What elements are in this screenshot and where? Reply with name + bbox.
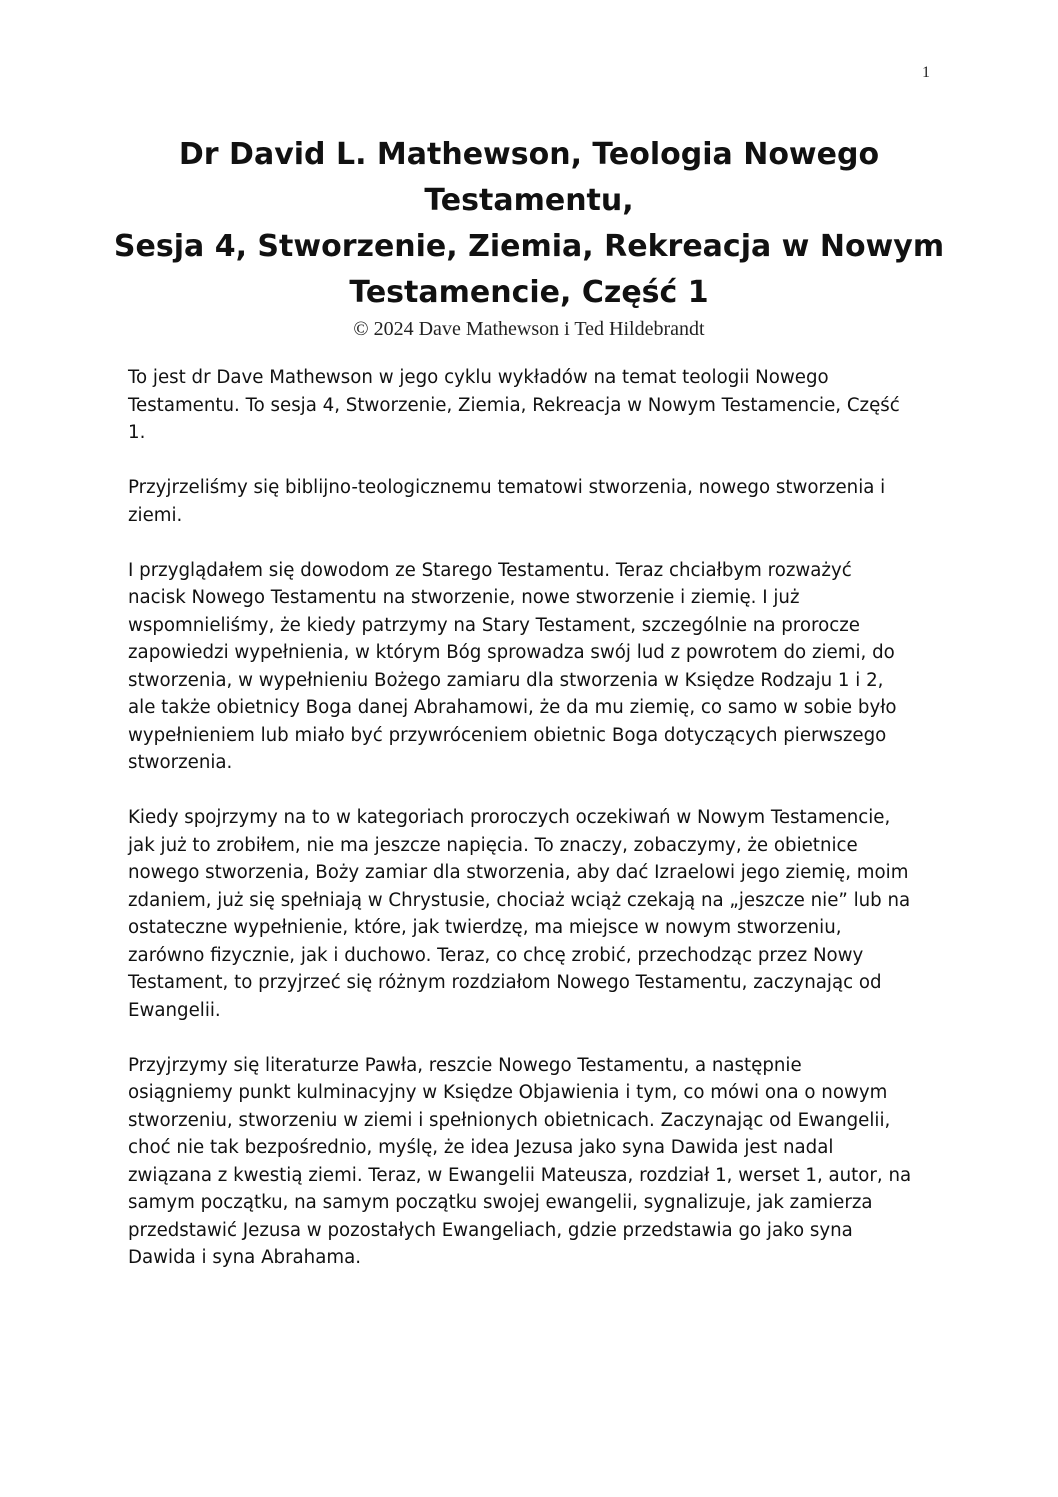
text-line: stworzeniu, stworzeniu w ziemi i spełnionych obietnicach. Zaczynając od Ewangelii, [128, 1109, 891, 1131]
title-line: Testamentu, [424, 183, 634, 218]
text-line: zdaniem, już się spełniają w Chrystusie, chociaż wciąż czekają na „jeszcze nie” lub na [128, 889, 911, 911]
text-line: związana z kwestią ziemi. Teraz, w Ewangelii Mateusza, rozdział 1, werset 1, autor, na [128, 1164, 912, 1186]
paragraph-pauline [128, 1052, 936, 1272]
paragraph-intro [128, 364, 936, 447]
paragraph-prophetic [128, 804, 936, 1024]
text-line: samym początku, na samym początku swojej ewangelii, sygnalizuje, jak zamierza [128, 1192, 873, 1213]
text-line: Przyjrzeliśmy się biblijno-teologicznemu tematowi stworzenia, nowego stworzenia i [128, 477, 886, 498]
text-line: przedstawić Jezusa w pozostałych Ewangeliach, gdzie przedstawia go jako syna [128, 1219, 853, 1241]
text-line: I przyglądałem się dowodom ze Starego Testamentu. Teraz chciałbym rozważyć [128, 559, 852, 581]
copyright-notice: © 2024 Dave Mathewson i Ted Hildebrandt [353, 318, 705, 340]
text-line: wypełnieniem lub miało być przywróceniem obietnic Boga dotyczących pierwszego [128, 724, 887, 746]
text-line: zapowiedzi wypełnienia, w którym Bóg sprowadza swój lud z powrotem do ziemi, do [128, 642, 895, 663]
title-block [100, 132, 958, 342]
text-line: ale także obietnicy Boga danej Abrahamowi, że da mu ziemię, co samo w sobie było [128, 697, 897, 718]
text-line: zarówno fizycznie, jak i duchowo. Teraz, co chcę zrobić, przechodząc przez Nowy [128, 944, 864, 966]
title-line: Sesja 4, Stworzenie, Ziemia, Rekreacja w Nowym [113, 229, 945, 264]
page-number: 1 [922, 64, 930, 81]
title-line: Dr David L. Mathewson, Teologia Nowego [178, 137, 880, 172]
text-line: Przyjrzymy się literaturze Pawła, reszcie Nowego Testamentu, a następnie [128, 1054, 802, 1076]
text-line: Dawida i syna Abrahama. [128, 1247, 362, 1268]
text-line: stworzenia. [128, 752, 233, 773]
text-line: choć nie tak bezpośrednio, myślę, że idea Jezusa jako syna Dawida jest nadal [128, 1137, 834, 1158]
text-line: nowego stworzenia, Boży zamiar dla stworzenia, aby dać Izraelowi jego ziemię, moim [128, 862, 909, 883]
text-line: 1. [128, 422, 146, 443]
text-line: Kiedy spojrzymy na to w kategoriach proroczych oczekiwań w Nowym Testamencie, [128, 807, 891, 828]
text-line: Testamentu. To sesja 4, Stworzenie, Ziemia, Rekreacja w Nowym Testamencie, Część [128, 394, 900, 416]
body-text [128, 364, 936, 1299]
text-line: ziemi. [128, 504, 183, 526]
text-line: wspomnieliśmy, że kiedy patrzymy na Stary Testament, szczególnie na prorocze [128, 614, 860, 636]
text-line: jak już to zrobiłem, nie ma jeszcze napięcia. To znaczy, zobaczymy, że obietnice [128, 834, 858, 856]
text-line: osiągniemy punkt kulminacyjny w Księdze Objawienia i tym, co mówi ona o nowym [128, 1082, 888, 1103]
paragraph-old-testament [128, 557, 936, 777]
text-line: Ewangelii. [128, 999, 221, 1021]
text-line: nacisk Nowego Testamentu na stworzenie, nowe stworzenie i ziemię. I już [128, 587, 800, 608]
text-line: stworzenia, w wypełnieniu Bożego zamiaru dla stworzenia w Księdze Rodzaju 1 i 2, [128, 669, 884, 691]
text-line: ostateczne wypełnienie, które, jak twierdzę, ma miejsce w nowym stworzeniu, [128, 917, 842, 938]
paragraph-review [128, 474, 936, 529]
text-line: To jest dr Dave Mathewson w jego cyklu wykładów na temat teologii Nowego [128, 367, 829, 388]
text-line: Testament, to przyjrzeć się różnym rozdziałom Nowego Testamentu, zaczynając od [128, 972, 882, 993]
title-line: Testamencie, Część 1 [349, 275, 709, 310]
